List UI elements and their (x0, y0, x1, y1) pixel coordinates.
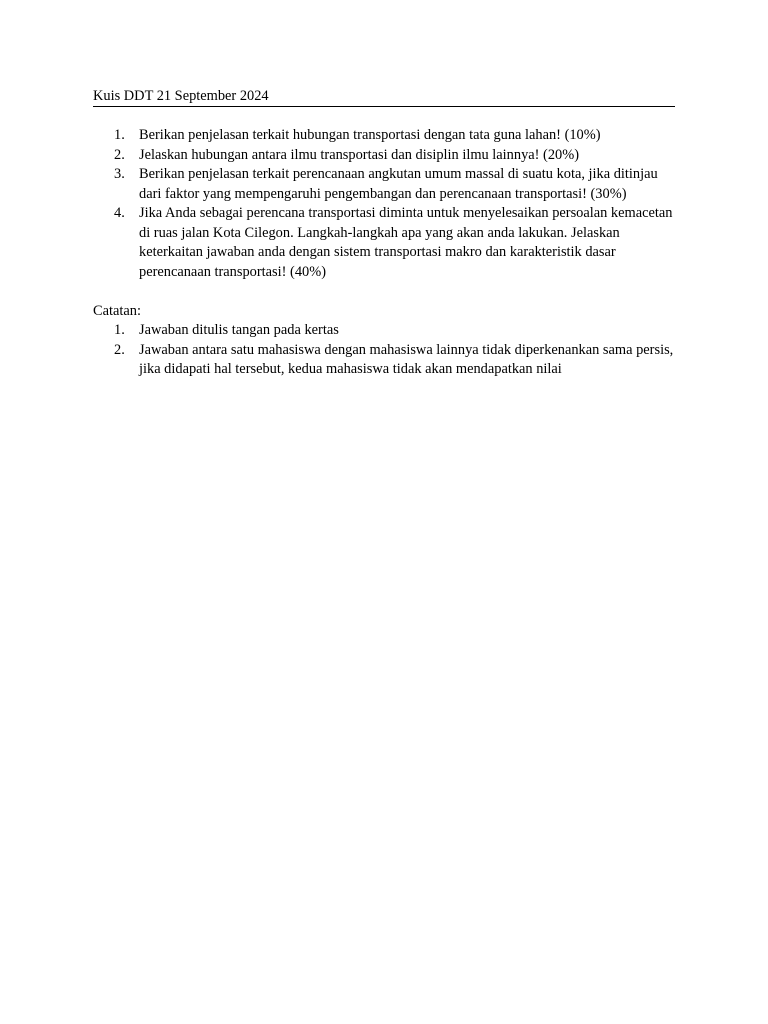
document-page (93, 87, 675, 380)
question-item (93, 204, 675, 282)
question-item (93, 165, 675, 204)
note-item (93, 341, 675, 380)
question-text: Berikan penjelasan terkait hubungan transportasi dengan tata guna lahan! (10%) (139, 127, 601, 143)
note-text: Jawaban antara satu mahasiswa dengan mahasiswa lainnya tidak diperkenankan sama persis, jika didapati hal tersebut, kedua mahasiswa tidak akan mendapatkan nilai (139, 341, 674, 377)
note-text: Jawaban ditulis tangan pada kertas (139, 322, 339, 338)
note-number: 2. (114, 341, 125, 358)
question-item (93, 146, 675, 166)
note-number: 1. (114, 322, 125, 338)
question-text: Berikan penjelasan terkait perencanaan angkutan umum massal di suatu kota, jika ditinjau dari faktor yang mempengaruhi pengembangan dan perencanaan transportasi! (30%) (139, 166, 658, 202)
question-text: Jika Anda sebagai perencana transportasi diminta untuk menyelesaikan persoalan kemacetan di ruas jalan Kota Cilegon. Langkah-langkah apa yang akan anda lakukan. Jelaskan keterkaitan jawaban anda dengan sistem transportasi makro dan karakteristik dasar perencanaan transportasi! (40%) (139, 205, 673, 280)
notes-list (93, 321, 675, 380)
quiz-title: Kuis DDT 21 September 2024 (93, 88, 269, 104)
notes-title: Catatan: (93, 302, 141, 319)
question-number: 4. (114, 205, 125, 221)
question-list (93, 126, 675, 282)
question-number: 3. (114, 166, 125, 182)
question-text: Jelaskan hubungan antara ilmu transportasi dan disiplin ilmu lainnya! (20%) (139, 146, 580, 163)
question-number: 2. (114, 146, 125, 163)
question-item (93, 126, 675, 146)
note-item (93, 321, 675, 341)
question-number: 1. (114, 127, 125, 143)
document-header (93, 87, 675, 107)
